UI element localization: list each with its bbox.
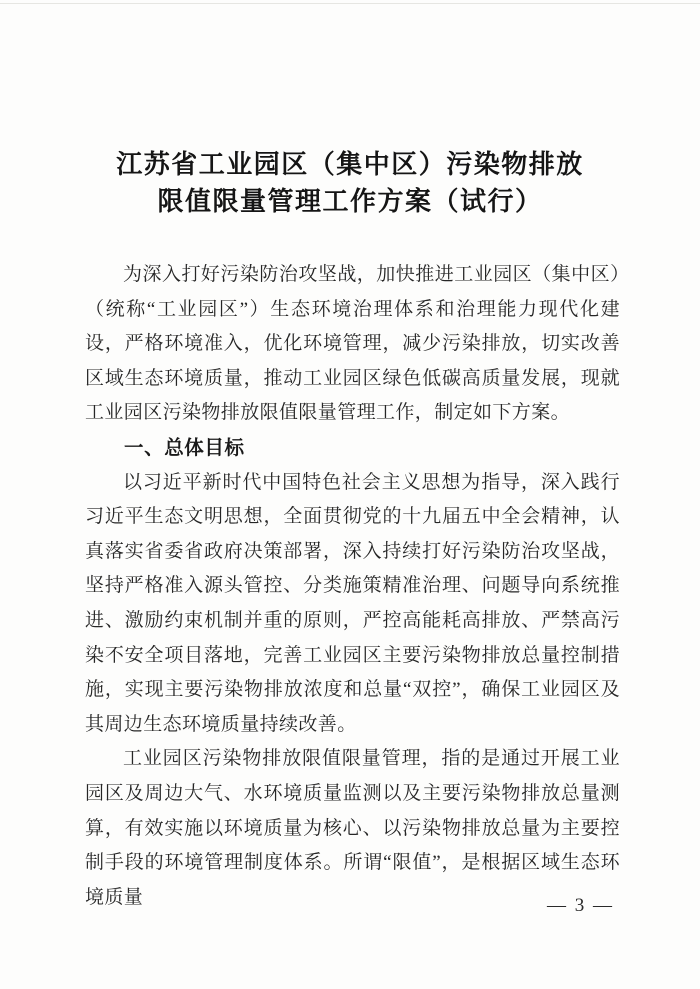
document-body (85, 258, 620, 915)
document-title (45, 146, 655, 220)
document-title-line-2: 限值限量管理工作方案（试行） (157, 187, 543, 216)
document-title-line-1: 江苏省工业园区（集中区）污染物排放 (116, 150, 584, 179)
paragraph-definition: 工业园区污染物排放限值限量管理，指的是通过开展工业园区及周边大气、水环境质量监测以及主要污染物排放总量测算，有效实施以环境质量为核心、以污染物排放总量为主要控制手段的环境管理制度体系。所谓“限值”，是根据区域生态环境质量 (85, 748, 620, 908)
paragraph-guiding-principles: 以习近平新时代中国特色社会主义思想为指导，深入践行习近平生态文明思想，全面贯彻党的十九届五中全会精神，认真落实省委省政府决策部署，深入持续打好污染防治攻坚战，坚持严格准入源头管控、分类施策精准治理、问题导向系统推进、激励约束机制并重的原则，严控高能耗高排放、严禁高污染不安全项目落地，完善工业园区主要污染物排放总量控制措施，实现主要污染物排放浓度和总量“双控”，确保工业园区及其周边生态环境质量持续改善。 (85, 471, 620, 735)
page-number: — 3 — (547, 895, 614, 916)
paragraph-preamble: 为深入打好污染防治攻坚战，加快推进工业园区（集中区）（统称“工业园区”）生态环境治理体系和治理能力现代化建设，严格环境准入，优化环境管理，减少污染排放，切实改善区域生态环境质量，推动工业园区绿色低碳高质量发展，现就工业园区污染物排放限值限量管理工作，制定如下方案。 (85, 264, 620, 424)
section-heading-overall-goals: 一、总体目标 (124, 436, 245, 459)
